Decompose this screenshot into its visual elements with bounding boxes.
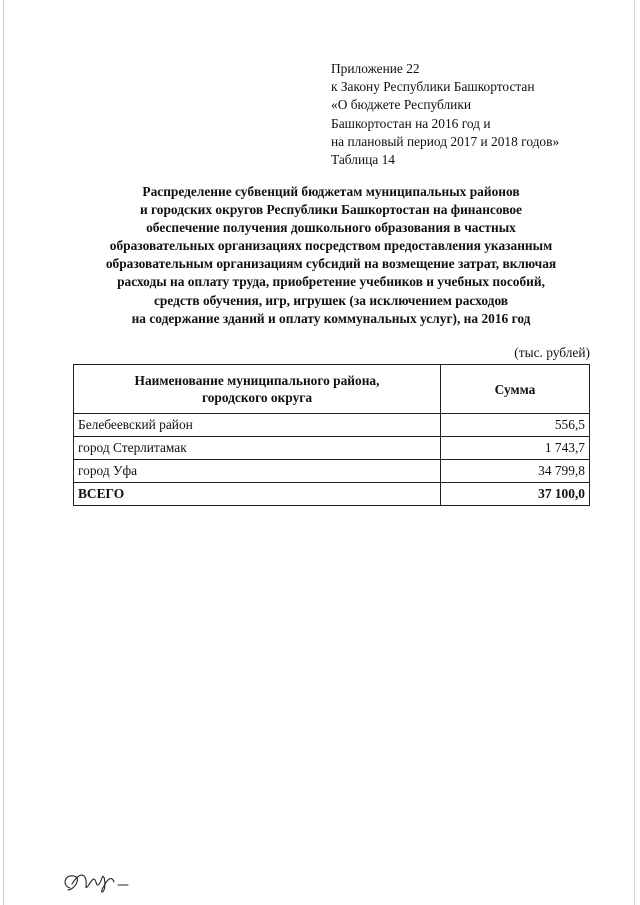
header-name — [74, 365, 441, 414]
annex-law-title-2: Башкортостан на 2016 год и — [331, 115, 491, 131]
table-row — [74, 437, 590, 460]
annex-law-ref: к Закону Республики Башкортостан — [331, 79, 535, 95]
row-amount: 34 799,8 — [441, 460, 590, 483]
subvention-table — [73, 364, 590, 506]
table-header-row — [74, 365, 590, 414]
header-name-line2: городского округа — [201, 390, 313, 405]
table-row — [74, 414, 590, 437]
document-title — [70, 183, 592, 328]
title-line: и городских округов Республики Башкортостан на финансовое — [139, 202, 523, 218]
table-total-row — [74, 483, 590, 506]
annex-block — [331, 60, 631, 169]
row-amount: 1 743,7 — [441, 437, 590, 460]
units-note: (тыс. рублей) — [514, 345, 590, 360]
header-name-line1: Наименование муниципального района, — [134, 373, 380, 388]
total-amount: 37 100,0 — [441, 483, 590, 506]
header-amount: Сумма — [441, 365, 590, 414]
annex-law-title-1: «О бюджете Республики — [331, 97, 471, 113]
title-line: расходы на оплату труда, приобретение учебников и учебных пособий, — [117, 274, 545, 290]
page-edge-left — [3, 0, 4, 905]
table-row — [74, 460, 590, 483]
row-name: Белебеевский район — [74, 414, 441, 437]
title-line: средств обучения, игр, игрушек (за исключением расходов — [153, 292, 509, 308]
row-name: город Уфа — [74, 460, 441, 483]
title-line: обеспечение получения дошкольного образования в частных — [146, 220, 516, 236]
row-amount: 556,5 — [441, 414, 590, 437]
annex-table-number: Таблица 14 — [331, 152, 395, 168]
title-line: образовательных организациях посредством предоставления указанным — [109, 238, 553, 254]
annex-law-title-3: на плановый период 2017 и 2018 годов» — [331, 133, 560, 149]
title-line: образовательным организациям субсидий на возмещение затрат, включая — [105, 256, 557, 272]
handwritten-signature — [60, 866, 140, 896]
title-line: на содержание зданий и оплату коммунальных услуг), на 2016 год — [131, 310, 531, 326]
title-line: Распределение субвенций бюджетам муниципальных районов — [142, 184, 520, 199]
total-label: ВСЕГО — [74, 483, 441, 506]
row-name: город Стерлитамак — [74, 437, 441, 460]
annex-number: Приложение 22 — [331, 61, 420, 76]
page-edge-right — [634, 0, 635, 905]
